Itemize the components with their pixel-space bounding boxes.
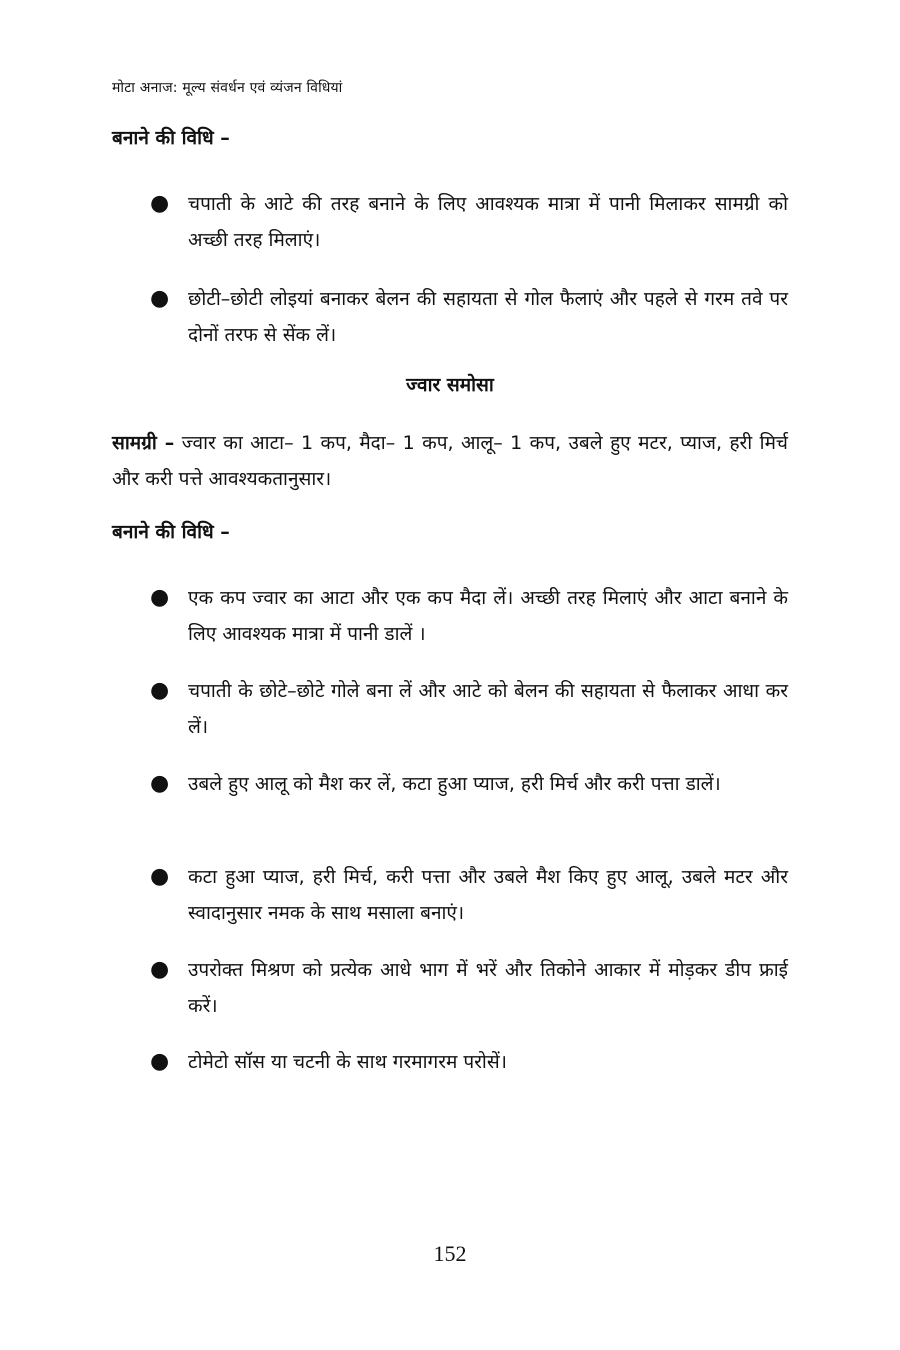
list-item-text: छोटी–छोटी लोइयां बनाकर बेलन की सहायता से गोल फैलाएं और पहले से गरम तवे पर दोनों तरफ से सेंक लें। bbox=[188, 288, 788, 346]
list-item-text: उपरोक्त मिश्रण को प्रत्येक आधे भाग में भरें और तिकोने आकार में मोड़कर डीप फ्राई करें। bbox=[188, 959, 788, 1017]
section-heading-method: बनाने की विधि – bbox=[112, 127, 230, 149]
list-item-text: चपाती के आटे की तरह बनाने के लिए आवश्यक मात्रा में पानी मिलाकर सामग्री को अच्छी तरह मिलाएं। bbox=[188, 193, 788, 251]
bullet-icon: ● bbox=[150, 678, 170, 703]
running-header: मोटा अनाज: मूल्य संवर्धन एवं व्यंजन विधियां bbox=[112, 80, 343, 96]
bullet-icon: ● bbox=[150, 771, 170, 796]
bullet-icon: ● bbox=[150, 1049, 170, 1074]
bullet-icon: ● bbox=[150, 864, 170, 889]
bullet-icon: ● bbox=[150, 286, 170, 311]
page-number: 152 bbox=[433, 1241, 467, 1266]
list-item-text: कटा हुआ प्याज, हरी मिर्च, करी पत्ता और उबले मैश किए हुए आलू, उबले मटर और स्वादानुसार नमक के साथ मसाला बनाएं। bbox=[188, 866, 788, 924]
ingredients-paragraph bbox=[112, 425, 788, 497]
list-item-text: उबले हुए आलू को मैश कर लें, कटा हुआ प्याज, हरी मिर्च और करी पत्ता डालें। bbox=[188, 773, 721, 795]
bullet-icon: ● bbox=[150, 957, 170, 982]
list-item-text: एक कप ज्वार का आटा और एक कप मैदा लें। अच्छी तरह मिलाएं और आटा बनाने के लिए आवश्यक मात्रा में पानी डालें । bbox=[188, 587, 788, 645]
recipe-title: ज्वार समोसा bbox=[406, 374, 494, 396]
ingredients-label: सामग्री – bbox=[112, 432, 175, 454]
section-heading-method: बनाने की विधि – bbox=[112, 521, 230, 543]
list-item-text: टोमेटो सॉस या चटनी के साथ गरमागरम परोसें। bbox=[188, 1051, 507, 1073]
list-item-text: चपाती के छोटे–छोटे गोले बना लें और आटे को बेलन की सहायता से फैलाकर आधा कर लें। bbox=[188, 680, 788, 738]
bullet-icon: ● bbox=[150, 585, 170, 610]
ingredients-text: ज्वार का आटा– 1 कप, मैदा– 1 कप, आलू– 1 कप, उबले हुए मटर, प्याज, हरी मिर्च और करी पत्ते आवश्यकतानुसार। bbox=[112, 432, 788, 490]
bullet-icon: ● bbox=[150, 191, 170, 216]
